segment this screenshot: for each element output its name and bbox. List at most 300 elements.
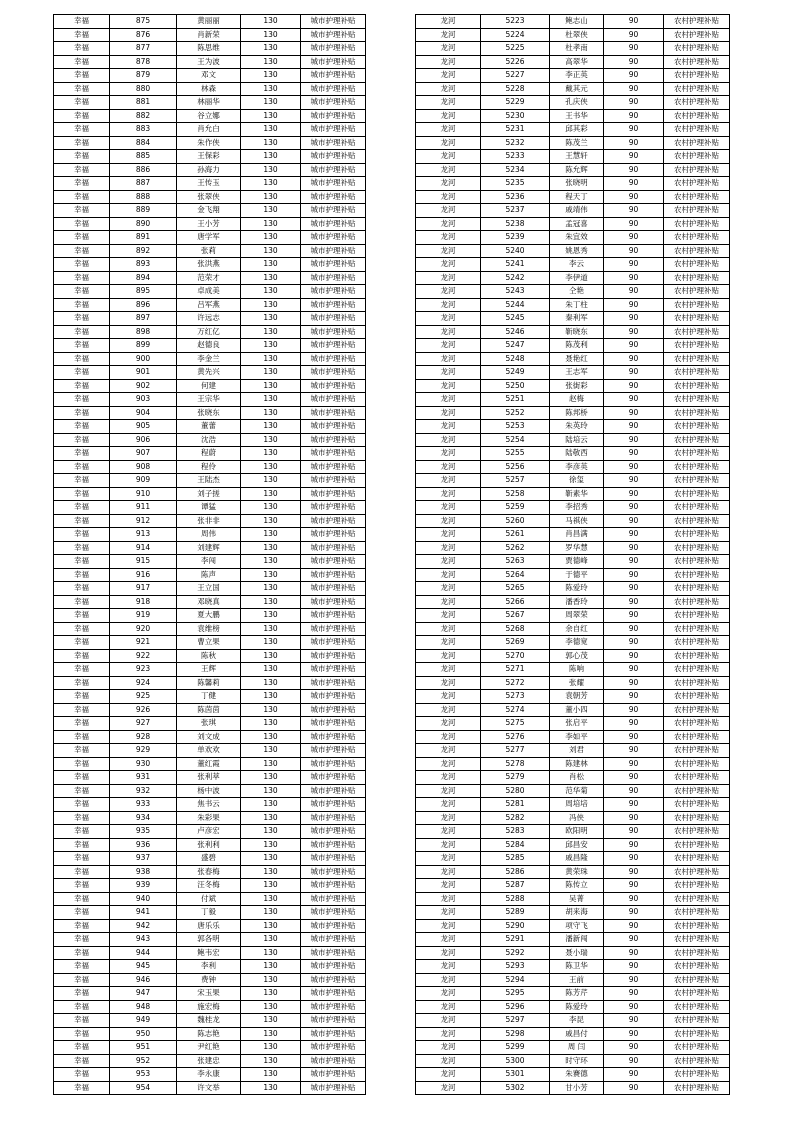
name-cell: 聂小瑞 [550, 946, 604, 960]
area-cell: 幸福 [54, 865, 110, 879]
name-cell: 陈爱玲 [550, 582, 604, 596]
table-row [416, 784, 730, 798]
table-row [54, 474, 366, 488]
name-cell: 李伊道 [550, 271, 604, 285]
area-cell: 幸福 [54, 582, 110, 596]
area-cell: 幸福 [54, 352, 110, 366]
table-row [416, 258, 730, 272]
area-cell: 龙河 [416, 352, 481, 366]
subsidy-type-cell: 城市护理补贴 [301, 177, 366, 191]
area-cell: 幸福 [54, 636, 110, 650]
name-cell: 金飞翔 [177, 204, 241, 218]
amount-cell: 130 [241, 879, 301, 893]
table-row [416, 1027, 730, 1041]
subsidy-type-cell: 农村护理补贴 [664, 717, 730, 731]
serial-cell: 5284 [481, 838, 550, 852]
subsidy-type-cell: 农村护理补贴 [664, 123, 730, 137]
area-cell: 幸福 [54, 717, 110, 731]
subsidy-type-cell: 农村护理补贴 [664, 285, 730, 299]
amount-cell: 90 [604, 771, 664, 785]
serial-cell: 946 [110, 973, 177, 987]
serial-cell: 925 [110, 690, 177, 704]
area-cell: 龙河 [416, 150, 481, 164]
area-cell: 龙河 [416, 379, 481, 393]
area-cell: 龙河 [416, 595, 481, 609]
serial-cell: 5271 [481, 663, 550, 677]
table-row [54, 433, 366, 447]
serial-cell: 5273 [481, 690, 550, 704]
area-cell: 龙河 [416, 82, 481, 96]
amount-cell: 130 [241, 271, 301, 285]
area-cell: 龙河 [416, 879, 481, 893]
subsidy-type-cell: 城市护理补贴 [301, 892, 366, 906]
amount-cell: 130 [241, 649, 301, 663]
table-row [416, 582, 730, 596]
name-cell: 杨中波 [177, 784, 241, 798]
name-cell: 王宗华 [177, 393, 241, 407]
area-cell: 龙河 [416, 622, 481, 636]
name-cell: 陈卫华 [550, 960, 604, 974]
table-row [54, 69, 366, 83]
serial-cell: 891 [110, 231, 177, 245]
table-row [54, 879, 366, 893]
area-cell: 幸福 [54, 258, 110, 272]
serial-cell: 913 [110, 528, 177, 542]
subsidy-type-cell: 农村护理补贴 [664, 744, 730, 758]
amount-cell: 130 [241, 865, 301, 879]
area-cell: 幸福 [54, 825, 110, 839]
amount-cell: 90 [604, 1000, 664, 1014]
amount-cell: 130 [241, 96, 301, 110]
table-row [416, 1054, 730, 1068]
area-cell: 龙河 [416, 136, 481, 150]
serial-cell: 935 [110, 825, 177, 839]
serial-cell: 924 [110, 676, 177, 690]
amount-cell: 130 [241, 393, 301, 407]
serial-cell: 5290 [481, 919, 550, 933]
serial-cell: 5278 [481, 757, 550, 771]
table-row [54, 1081, 366, 1095]
subsidy-type-cell: 农村护理补贴 [664, 271, 730, 285]
subsidy-type-cell: 城市护理补贴 [301, 838, 366, 852]
area-cell: 幸福 [54, 123, 110, 137]
table-row [54, 1027, 366, 1041]
area-cell: 幸福 [54, 933, 110, 947]
table-row [54, 393, 366, 407]
serial-cell: 5226 [481, 55, 550, 69]
subsidy-type-cell: 城市护理补贴 [301, 582, 366, 596]
amount-cell: 130 [241, 568, 301, 582]
subsidy-type-cell: 农村护理补贴 [664, 177, 730, 191]
amount-cell: 90 [604, 487, 664, 501]
serial-cell: 923 [110, 663, 177, 677]
subsidy-type-cell: 农村护理补贴 [664, 784, 730, 798]
amount-cell: 130 [241, 82, 301, 96]
table-row [416, 622, 730, 636]
amount-cell: 130 [241, 325, 301, 339]
subsidy-type-cell: 城市护理补贴 [301, 744, 366, 758]
table-row [416, 1000, 730, 1014]
subsidy-type-cell: 城市护理补贴 [301, 474, 366, 488]
table-row [54, 690, 366, 704]
serial-cell: 888 [110, 190, 177, 204]
serial-cell: 903 [110, 393, 177, 407]
area-cell: 幸福 [54, 501, 110, 515]
serial-cell: 948 [110, 1000, 177, 1014]
serial-cell: 895 [110, 285, 177, 299]
amount-cell: 90 [604, 879, 664, 893]
name-cell: 袁朝芳 [550, 690, 604, 704]
amount-cell: 130 [241, 312, 301, 326]
serial-cell: 909 [110, 474, 177, 488]
serial-cell: 926 [110, 703, 177, 717]
serial-cell: 877 [110, 42, 177, 56]
amount-cell: 90 [604, 1081, 664, 1095]
serial-cell: 5281 [481, 798, 550, 812]
subsidy-type-cell: 农村护理补贴 [664, 393, 730, 407]
table-row [416, 217, 730, 231]
serial-cell: 911 [110, 501, 177, 515]
serial-cell: 914 [110, 541, 177, 555]
amount-cell: 90 [604, 460, 664, 474]
subsidy-type-cell: 城市护理补贴 [301, 487, 366, 501]
amount-cell: 130 [241, 217, 301, 231]
subsidy-type-cell: 农村护理补贴 [664, 1014, 730, 1028]
table-row [54, 906, 366, 920]
subsidy-type-cell: 农村护理补贴 [664, 933, 730, 947]
area-cell: 幸福 [54, 447, 110, 461]
area-cell: 幸福 [54, 987, 110, 1001]
amount-cell: 130 [241, 663, 301, 677]
name-cell: 张非非 [177, 514, 241, 528]
serial-cell: 5269 [481, 636, 550, 650]
serial-cell: 952 [110, 1054, 177, 1068]
table-row [416, 825, 730, 839]
area-cell: 龙河 [416, 460, 481, 474]
amount-cell: 90 [604, 798, 664, 812]
subsidy-type-cell: 城市护理补贴 [301, 906, 366, 920]
table-row [416, 204, 730, 218]
name-cell: 于德平 [550, 568, 604, 582]
name-cell: 聂艳红 [550, 352, 604, 366]
subsidy-type-cell: 农村护理补贴 [664, 960, 730, 974]
name-cell: 陈传立 [550, 879, 604, 893]
serial-cell: 5228 [481, 82, 550, 96]
name-cell: 焦书云 [177, 798, 241, 812]
name-cell: 刘君 [550, 744, 604, 758]
subsidy-type-cell: 农村护理补贴 [664, 609, 730, 623]
serial-cell: 5248 [481, 352, 550, 366]
serial-cell: 883 [110, 123, 177, 137]
area-cell: 幸福 [54, 609, 110, 623]
name-cell: 余自红 [550, 622, 604, 636]
subsidy-type-cell: 城市护理补贴 [301, 366, 366, 380]
table-row [416, 514, 730, 528]
table-row [54, 379, 366, 393]
amount-cell: 130 [241, 987, 301, 1001]
name-cell: 靳素华 [550, 487, 604, 501]
amount-cell: 130 [241, 744, 301, 758]
serial-cell: 5225 [481, 42, 550, 56]
serial-cell: 5287 [481, 879, 550, 893]
amount-cell: 130 [241, 460, 301, 474]
subsidy-type-cell: 农村护理补贴 [664, 852, 730, 866]
area-cell: 龙河 [416, 609, 481, 623]
subsidy-type-cell: 农村护理补贴 [664, 109, 730, 123]
amount-cell: 130 [241, 69, 301, 83]
serial-cell: 939 [110, 879, 177, 893]
name-cell: 陆敬西 [550, 447, 604, 461]
serial-cell: 931 [110, 771, 177, 785]
area-cell: 幸福 [54, 15, 110, 29]
amount-cell: 90 [604, 730, 664, 744]
table-row [416, 744, 730, 758]
amount-cell: 130 [241, 447, 301, 461]
area-cell: 龙河 [416, 325, 481, 339]
serial-cell: 5256 [481, 460, 550, 474]
amount-cell: 130 [241, 528, 301, 542]
name-cell: 赵德良 [177, 339, 241, 353]
subsidy-type-cell: 农村护理补贴 [664, 433, 730, 447]
subsidy-type-cell: 城市护理补贴 [301, 690, 366, 704]
area-cell: 幸福 [54, 663, 110, 677]
serial-cell: 881 [110, 96, 177, 110]
subsidy-type-cell: 农村护理补贴 [664, 703, 730, 717]
serial-cell: 949 [110, 1014, 177, 1028]
subsidy-type-cell: 城市护理补贴 [301, 541, 366, 555]
serial-cell: 910 [110, 487, 177, 501]
amount-cell: 130 [241, 514, 301, 528]
amount-cell: 130 [241, 717, 301, 731]
name-cell: 李利 [177, 960, 241, 974]
amount-cell: 90 [604, 231, 664, 245]
name-cell: 戚昌隆 [550, 852, 604, 866]
area-cell: 幸福 [54, 744, 110, 758]
amount-cell: 90 [604, 352, 664, 366]
name-cell: 范华菊 [550, 784, 604, 798]
name-cell: 徐玺 [550, 474, 604, 488]
serial-cell: 915 [110, 555, 177, 569]
area-cell: 龙河 [416, 123, 481, 137]
area-cell: 龙河 [416, 474, 481, 488]
name-cell: 陈声 [177, 568, 241, 582]
table-row [416, 487, 730, 501]
table-row [54, 568, 366, 582]
serial-cell: 908 [110, 460, 177, 474]
serial-cell: 5301 [481, 1068, 550, 1082]
area-cell: 幸福 [54, 487, 110, 501]
subsidy-type-cell: 农村护理补贴 [664, 69, 730, 83]
subsidy-type-cell: 城市护理补贴 [301, 69, 366, 83]
name-cell: 郭心茂 [550, 649, 604, 663]
serial-cell: 900 [110, 352, 177, 366]
name-cell: 单欢欢 [177, 744, 241, 758]
amount-cell: 90 [604, 757, 664, 771]
subsidy-type-cell: 城市护理补贴 [301, 825, 366, 839]
name-cell: 谷立娜 [177, 109, 241, 123]
name-cell: 鲍志山 [550, 15, 604, 29]
serial-cell: 912 [110, 514, 177, 528]
name-cell: 范荣才 [177, 271, 241, 285]
amount-cell: 90 [604, 406, 664, 420]
table-row [54, 1054, 366, 1068]
name-cell: 周培培 [550, 798, 604, 812]
serial-cell: 919 [110, 609, 177, 623]
name-cell: 朱丁柱 [550, 298, 604, 312]
amount-cell: 130 [241, 838, 301, 852]
subsidy-type-cell: 农村护理补贴 [664, 42, 730, 56]
table-row [416, 1041, 730, 1055]
table-row [54, 42, 366, 56]
table-row [54, 528, 366, 542]
table-row [416, 123, 730, 137]
area-cell: 龙河 [416, 420, 481, 434]
subsidy-type-cell: 农村护理补贴 [664, 352, 730, 366]
table-row [416, 636, 730, 650]
amount-cell: 90 [604, 690, 664, 704]
table-row [416, 55, 730, 69]
table-row [416, 649, 730, 663]
amount-cell: 90 [604, 1054, 664, 1068]
area-cell: 龙河 [416, 447, 481, 461]
serial-cell: 5285 [481, 852, 550, 866]
table-row [54, 163, 366, 177]
name-cell: 张琪 [177, 717, 241, 731]
table-row [54, 987, 366, 1001]
table-row [54, 177, 366, 191]
serial-cell: 945 [110, 960, 177, 974]
name-cell: 周翠荣 [550, 609, 604, 623]
subsidy-type-cell: 城市护理补贴 [301, 1068, 366, 1082]
table-row [416, 717, 730, 731]
name-cell: 靳晓东 [550, 325, 604, 339]
name-cell: 董蕾 [177, 420, 241, 434]
name-cell: 朱宜效 [550, 231, 604, 245]
area-cell: 龙河 [416, 69, 481, 83]
subsidy-type-cell: 农村护理补贴 [664, 541, 730, 555]
amount-cell: 130 [241, 798, 301, 812]
table-row [54, 582, 366, 596]
area-cell: 幸福 [54, 433, 110, 447]
subsidy-type-cell: 城市护理补贴 [301, 879, 366, 893]
area-cell: 龙河 [416, 231, 481, 245]
serial-cell: 5230 [481, 109, 550, 123]
name-cell: 张利利 [177, 838, 241, 852]
area-cell: 幸福 [54, 1041, 110, 1055]
serial-cell: 947 [110, 987, 177, 1001]
amount-cell: 90 [604, 42, 664, 56]
name-cell: 孟冠喜 [550, 217, 604, 231]
name-cell: 程蔚 [177, 447, 241, 461]
area-cell: 龙河 [416, 933, 481, 947]
serial-cell: 951 [110, 1041, 177, 1055]
name-cell: 鲍韦宏 [177, 946, 241, 960]
serial-cell: 5264 [481, 568, 550, 582]
name-cell: 王小芳 [177, 217, 241, 231]
amount-cell: 90 [604, 906, 664, 920]
area-cell: 龙河 [416, 298, 481, 312]
subsidy-type-cell: 城市护理补贴 [301, 217, 366, 231]
serial-cell: 950 [110, 1027, 177, 1041]
name-cell: 欧阳明 [550, 825, 604, 839]
serial-cell: 929 [110, 744, 177, 758]
area-cell: 龙河 [416, 433, 481, 447]
name-cell: 何建 [177, 379, 241, 393]
table-row [416, 28, 730, 42]
area-cell: 幸福 [54, 676, 110, 690]
subsidy-type-cell: 农村护理补贴 [664, 798, 730, 812]
amount-cell: 90 [604, 258, 664, 272]
name-cell: 李金兰 [177, 352, 241, 366]
serial-cell: 5242 [481, 271, 550, 285]
amount-cell: 130 [241, 1081, 301, 1095]
name-cell: 陈志艳 [177, 1027, 241, 1041]
area-cell: 幸福 [54, 541, 110, 555]
amount-cell: 130 [241, 487, 301, 501]
name-cell: 肖昌满 [550, 528, 604, 542]
area-cell: 龙河 [416, 960, 481, 974]
table-row [54, 339, 366, 353]
name-cell: 邱昌安 [550, 838, 604, 852]
amount-cell: 130 [241, 109, 301, 123]
amount-cell: 90 [604, 28, 664, 42]
serial-cell: 5253 [481, 420, 550, 434]
serial-cell: 5252 [481, 406, 550, 420]
amount-cell: 90 [604, 609, 664, 623]
area-cell: 龙河 [416, 1068, 481, 1082]
subsidy-type-cell: 城市护理补贴 [301, 55, 366, 69]
name-cell: 高翠华 [550, 55, 604, 69]
name-cell: 陈邦桥 [550, 406, 604, 420]
amount-cell: 90 [604, 433, 664, 447]
serial-cell: 920 [110, 622, 177, 636]
serial-cell: 5288 [481, 892, 550, 906]
name-cell: 朱作侠 [177, 136, 241, 150]
serial-cell: 917 [110, 582, 177, 596]
table-row [54, 703, 366, 717]
amount-cell: 90 [604, 393, 664, 407]
area-cell: 幸福 [54, 1000, 110, 1014]
area-cell: 龙河 [416, 987, 481, 1001]
subsidy-type-cell: 农村护理补贴 [664, 1068, 730, 1082]
serial-cell: 5223 [481, 15, 550, 29]
serial-cell: 5235 [481, 177, 550, 191]
subsidy-type-cell: 农村护理补贴 [664, 231, 730, 245]
subsidy-type-cell: 农村护理补贴 [664, 946, 730, 960]
table-row [416, 838, 730, 852]
area-cell: 龙河 [416, 258, 481, 272]
amount-cell: 90 [604, 150, 664, 164]
table-row [416, 312, 730, 326]
subsidy-type-cell: 农村护理补贴 [664, 312, 730, 326]
table-row [416, 703, 730, 717]
subsidy-type-cell: 城市护理补贴 [301, 325, 366, 339]
table-row [54, 609, 366, 623]
table-row [416, 730, 730, 744]
name-cell: 王慧轩 [550, 150, 604, 164]
name-cell: 陈爱玲 [550, 1000, 604, 1014]
amount-cell: 130 [241, 190, 301, 204]
amount-cell: 130 [241, 555, 301, 569]
subsidy-type-cell: 城市护理补贴 [301, 1054, 366, 1068]
amount-cell: 90 [604, 865, 664, 879]
area-cell: 幸福 [54, 852, 110, 866]
amount-cell: 90 [604, 123, 664, 137]
amount-cell: 130 [241, 973, 301, 987]
name-cell: 宋玉果 [177, 987, 241, 1001]
area-cell: 龙河 [416, 163, 481, 177]
subsidy-type-cell: 城市护理补贴 [301, 109, 366, 123]
